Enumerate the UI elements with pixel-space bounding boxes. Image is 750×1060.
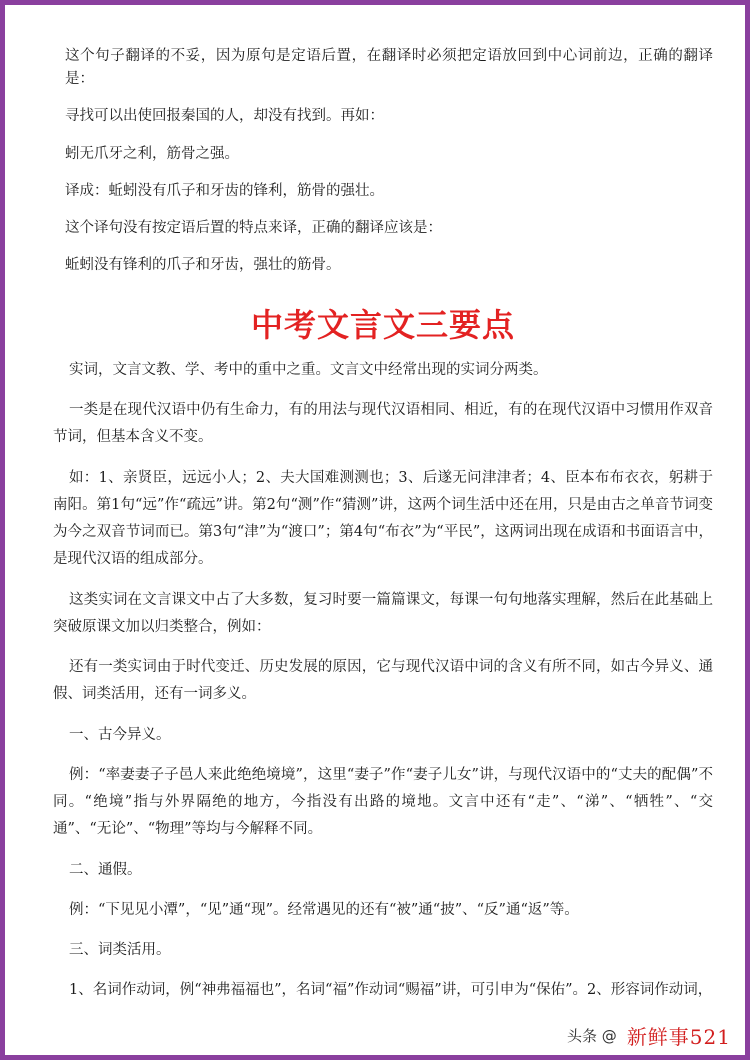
intro-line: 这个句子翻译的不妥，因为原句是定语后置，在翻译时必须把定语放回到中心词前边，正确的翻译是： (65, 48, 713, 88)
intro-line: 这个译句没有按定语后置的特点来译，正确的翻译应该是： (65, 219, 442, 236)
intro-line: 译成：蚯蚓没有爪子和牙齿的锋利，筋骨的强壮。 (65, 182, 384, 199)
subheading-word-class: 三、词类活用。 (69, 942, 171, 959)
body-paragraph: 还有一类实词由于时代变迁、历史发展的原因，它与现代汉语中词的含义有所不同，如古今异义、通假、词类活用，还有一词多义。 (53, 659, 713, 703)
section-heading: 中考文言文三要点 (250, 306, 515, 345)
body-paragraph: 一类是在现代汉语中仍有生命力，有的用法与现代汉语相同、相近，有的在现代汉语中习惯用作双音节词，但基本含义不变。 (53, 402, 713, 446)
intro-line: 蚯蚓没有锋利的爪子和牙齿，强壮的筋骨。 (65, 257, 341, 274)
document-content (53, 45, 713, 1018)
body-paragraphs (53, 357, 713, 1005)
body-paragraph: 1、名词作动词，例“神弗福福也”，名词“福”作动词“赐福”讲，可引申为“保佑”。2、形容词作动词， (69, 982, 713, 999)
subheading-tongjia: 二、通假。 (69, 861, 142, 878)
intro-lines (53, 45, 713, 277)
watermark-name: 新鲜事521 (621, 1021, 737, 1050)
body-paragraph: 例：“率妻妻子子邑人来此绝绝境境”，这里“妻子”作“妻子儿女”讲，与现代汉语中的“丈夫的配偶”不同。“绝境”指与外界隔绝的地方，今指没有出路的境地。文言中还有“走”、“涕”、“牺牲”、“交通”、“无论”、“物理”等均与今解释不同。 (53, 766, 713, 838)
watermark (567, 1021, 737, 1049)
body-paragraph: 如：1、亲贤臣，远远小人；2、夫大国难测测也；3、后遂无问津津者；4、臣本布布衣衣，躬耕于南阳。第1句“远”作“疏远”讲。第2句“测”作“猜测”讲，这两个词生活中还在用，只是由古之单音节词变为今之双音节词而已。第3句“津”为“渡口”；第4句“布衣”为“平民”，这两词出现在成语和书面语言中，是现代汉语的组成部分。 (53, 469, 713, 568)
body-paragraph: 实词，文言文教、学、考中的重中之重。文言文中经常出现的实词分两类。 (69, 361, 548, 378)
body-paragraph: 这类实词在文言课文中占了大多数，复习时要一篇篇课文，每课一句句地落实理解，然后在此基础上突破原课文加以归类整合，例如： (53, 591, 713, 635)
subheading-ancient-modern: 一、古今异义。 (69, 726, 171, 743)
watermark-source: 头条 @ (567, 1026, 617, 1045)
intro-line: 蚓无爪牙之利，筋骨之强。 (65, 145, 239, 162)
intro-line: 寻找可以出使回报秦国的人，却没有找到。再如： (65, 108, 384, 125)
body-paragraph: 例：“下见见小潭”，“见”通“现”。经常遇见的还有“被”通“披”、“反”通“返”等。 (69, 901, 579, 918)
